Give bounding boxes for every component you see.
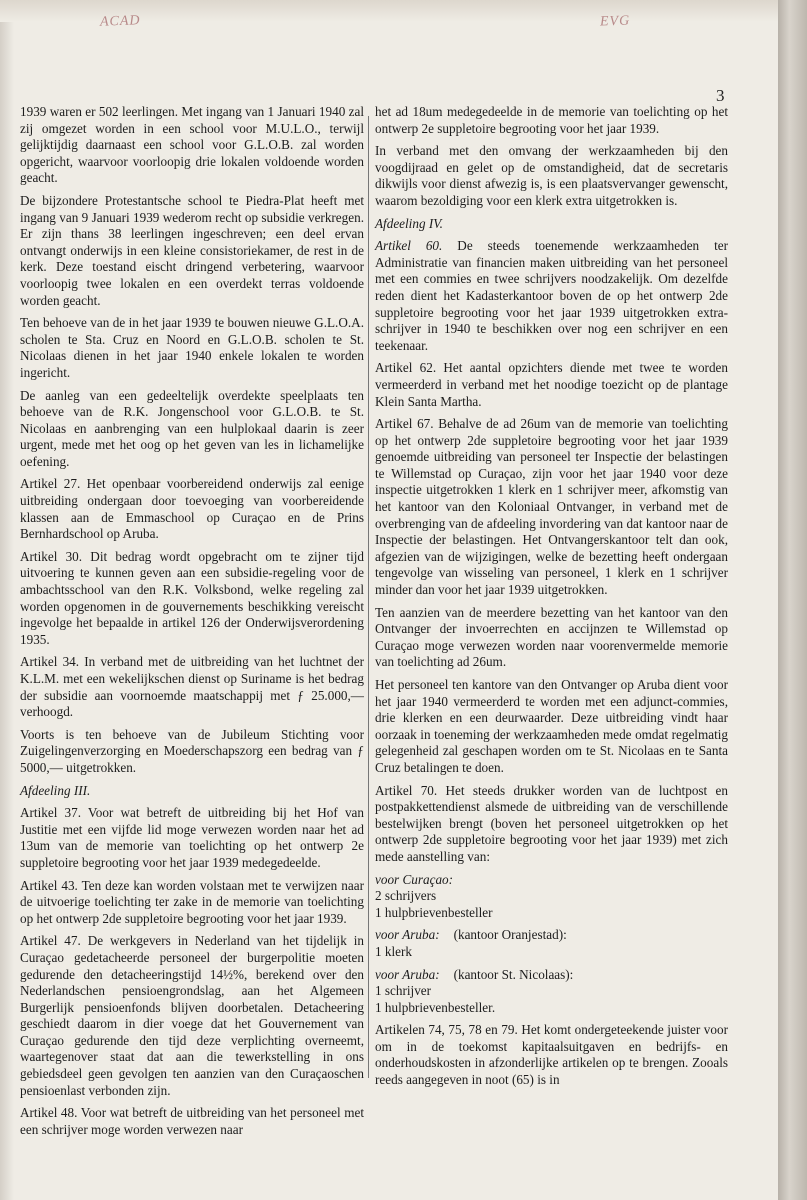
- list-item: 1 schrijver: [375, 983, 432, 999]
- left-paragraph: Ten behoeve van de in het jaar 1939 te bouwen nieuwe G.L.O.A. scholen te Sta. Cruz en Noord en G.L.O.B. scholen te St. Nicolaas dienen in het jaar 1940 enkele lokalen te worden ingericht.: [20, 315, 364, 380]
- list-item: 1 hulpbrievenbesteller.: [375, 999, 496, 1015]
- right-paragraph: In verband met den omvang der werkzaamheden bij den voogdijraad en gelet op de omstandigheid, dat de secretaris dikwijls voor dienst afwezig is, is een plaatsvervanger gewenscht, waarom bezoldiging voor een klerk extra uitgetrokken is.: [375, 143, 728, 208]
- left-paragraph: Artikel 34. In verband met de uitbreiding van het luchtnet der K.L.M. met een wekelijkschen dienst op Suriname is het bedrag der subsidie aan voornoemde maatschappij met ƒ 25.000,— verhoogd.: [20, 654, 364, 720]
- stamp-right: EVG: [599, 13, 631, 30]
- article-label: Artikel 60.: [375, 238, 443, 254]
- right-column: [375, 104, 728, 1095]
- staff-list-aruba-st-nicolaas: [375, 967, 728, 1017]
- staff-list-curacao: [375, 872, 728, 922]
- left-paragraph: Voorts is ten behoeve van de Jubileum Stichting voor Zuigelingenverzorging en Moederschapszorg een bedrag van ƒ 5000,— uitgetrokken.: [20, 726, 364, 775]
- list-place: voor Curaçao:: [375, 871, 454, 887]
- article-text: De steeds toenemende werkzaamheden ter Administratie van financien maken uitbreiding van het personeel met een commies en twee schrijvers noodzakelijk. Om dezelfde reden dient het Kadasterkantoor boven de op het ontwerp 2de suppletoire begrooting voor het jaar 1939 uitgetrokken extra-schrijver in 1940 te beschikken over nog een schrijver en een teekenaar.: [375, 238, 729, 353]
- list-office: (kantoor St. Nicolaas):: [453, 966, 574, 982]
- right-paragraph: Artikel 62. Het aantal opzichters diende met twee te worden vermeerderd in verband met het noodige toezicht op de plantage Klein Santa Martha.: [375, 360, 728, 409]
- right-paragraph: Ten aanzien van de meerdere bezetting van het kantoor van den Ontvanger der invoerrechten en accijnzen te Willemstad op Curaçao moge verwezen worden naar voorenvermelde memorie van toelichting ad 26um.: [375, 604, 728, 670]
- section-heading: Afdeeling IV.: [375, 215, 443, 231]
- left-paragraph: Artikel 27. Het openbaar voorbereidend onderwijs zal eenige uitbreiding ondergaan door toevoeging van voorbereidende klassen aan de Emmaschool op Curaçao en de Prins Bernhardschool op Aruba.: [20, 476, 364, 542]
- list-item: 2 schrijvers: [375, 888, 437, 904]
- left-paragraph: De aanleg van een gedeeltelijk overdekte speelplaats ten behoeve van de R.K. Jongenschool voor G.L.O.B. te St. Nicolaas en aanbrenging van een hulplokaal daarin is zeer urgent, mede met het oog op het geven van les in lichamelijke oefening.: [20, 387, 364, 469]
- right-paragraph: Artikel 70. Het steeds drukker worden van de luchtpost en postpakkettendienst alsmede de uitbreiding van de verschillende bestelwijken brengt (boven het personeel uitgetrokken op het ontwerp 2de suppletoire begrooting voor het jaar 1939) met zich mede aanstelling van:: [375, 782, 728, 864]
- list-place: voor Aruba:: [375, 966, 440, 982]
- left-paragraph: Artikel 37. Voor wat betreft de uitbreiding bij het Hof van Justitie met een vijfde lid moge verwezen worden naar het ad 13um van de memorie van toelichting op het ontwerp 2e suppletoire begrooting voor het jaar 1939 medegedeelde.: [20, 805, 364, 870]
- left-paragraph: Artikel 47. De werkgevers in Nederland van het tijdelijk in Curaçao gedetacheerde personeel der burgerpolitie moeten gedurende den detacheeringstijd 14½%, berekend over den Nederlandschen pensioengrondslag, aan het Algemeen Burgerlijk pensioenfonds blijven doorbetalen. Detacheering geschiedt daarom in dier voege dat het Gouvernement van Curaçao gedurende den tijd deze verplichting overneemt, waartegenover staat dat aan die tewerkstelling in ons gebiedsdeel geen gevolgen ten aanzien van den Curaçaoschen pensioenlast verbonden zijn.: [20, 933, 364, 1098]
- right-paragraph: het ad 18um medegedeelde in de memorie van toelichting op het ontwerp 2e suppletoire begrooting voor het jaar 1939.: [375, 104, 728, 136]
- left-paragraph: Artikel 48. Voor wat betreft de uitbreiding van het personeel met een schrijver moge worden verwezen naar: [20, 1105, 364, 1137]
- list-item: 1 klerk: [375, 943, 412, 959]
- column-divider: [368, 116, 369, 1078]
- left-paragraph: 1939 waren er 502 leerlingen. Met ingang van 1 Januari 1940 zal zij omgezet worden in een school voor M.U.L.O., terwijl gelijktijdig daarnaast een school voor G.L.O.B. zal worden opgericht, waarvoor voorloopig drie lokalen voldoende worden geacht.: [20, 104, 364, 186]
- list-place: voor Aruba:: [375, 927, 440, 943]
- left-paragraph: Artikel 43. Ten deze kan worden volstaan met te verwijzen naar de uitvoerige toelichting ter zake in de memorie van toelichting op het ontwerp 2de suppletoire begrooting voor het jaar 1939.: [20, 877, 364, 926]
- section-heading: Afdeeling III.: [20, 782, 91, 798]
- left-column: [20, 104, 364, 1144]
- stamp-left: ACAD: [99, 13, 141, 30]
- right-paragraph: Artikel 67. Behalve de ad 26um van de memorie van toelichting op het ontwerp 2de suppletoire begrooting voor het jaar 1939 genoemde uitbreiding van personeel ter Inspectie der belastingen te Willemstad op Curaçao, zijn voor het jaar 1940 voor deze inspectie uitgetrokken 1 klerk en 1 schrijver meer, afkomstig van het kantoor van den Koloniaal Ontvanger, in verband met de overbrenging van de afdeeling invordering van dat kantoor naar de Inspectie der belastingen. Het Ontvangerskantoor telt dan ook, afgezien van de wijzigingen, welke de bezetting heeft ondergaan tengevolge van wisseling van personeel, 1 klerk en 1 schrijver minder dan voor het jaar 1939 uitgetrokken.: [375, 416, 728, 598]
- staff-list-aruba-oranjestad: [375, 927, 728, 960]
- page-number: 3: [716, 86, 725, 105]
- book-edge: [778, 0, 807, 1200]
- left-paragraph: De bijzondere Protestantsche school te Piedra-Plat heeft met ingang van 9 Januari 1939 wederom recht op subsidie verkregen. Er zijn thans 38 leerlingen ingeschreven; een deel ervan ontvangt onderwijs in een kleine consistoriekamer, de rest in de kerk. Deze toestand eischt dringend verbetering, waarvoor voorloopig twee lokalen en een overdekt terras voldoende worden geacht.: [20, 192, 364, 308]
- left-paragraph: Artikel 30. Dit bedrag wordt opgebracht om te zijner tijd uitvoering te kunnen geven aan een subsidie-regeling voor de ambachtsschool van den R.K. Volksbond, welke regeling zal worden opgenomen in de gouvernements beschikking vereischt ingevolge het bepaalde in artikel 126 der Onderwijsverordening 1935.: [20, 548, 364, 647]
- right-paragraph: Het personeel ten kantore van den Ontvanger op Aruba dient voor het jaar 1940 vermeerderd te worden met een adjunct-commies, drie klerken en een deurwaarder. Deze uitbreiding vindt haar oorzaak in toeneming der werkzaamheden mede omdat regelmatig gelegenheid zal geschapen worden om te St. Nicolaas en te Santa Cruz betalingen te doen.: [375, 677, 728, 775]
- list-item: 1 hulpbrievenbesteller: [375, 904, 493, 920]
- list-office: (kantoor Oranjestad):: [453, 927, 567, 943]
- right-paragraph: [375, 238, 728, 354]
- page-binding: [0, 0, 14, 1200]
- right-paragraph: Artikelen 74, 75, 78 en 79. Het komt ondergeteekende juister voor om in de toekomst kapitaalsuitgaven en bedrijfs- en onderhoudskosten in afzonderlijke artikelen op te brengen. Zooals reeds aangegeven in noot (65) is in: [375, 1022, 728, 1088]
